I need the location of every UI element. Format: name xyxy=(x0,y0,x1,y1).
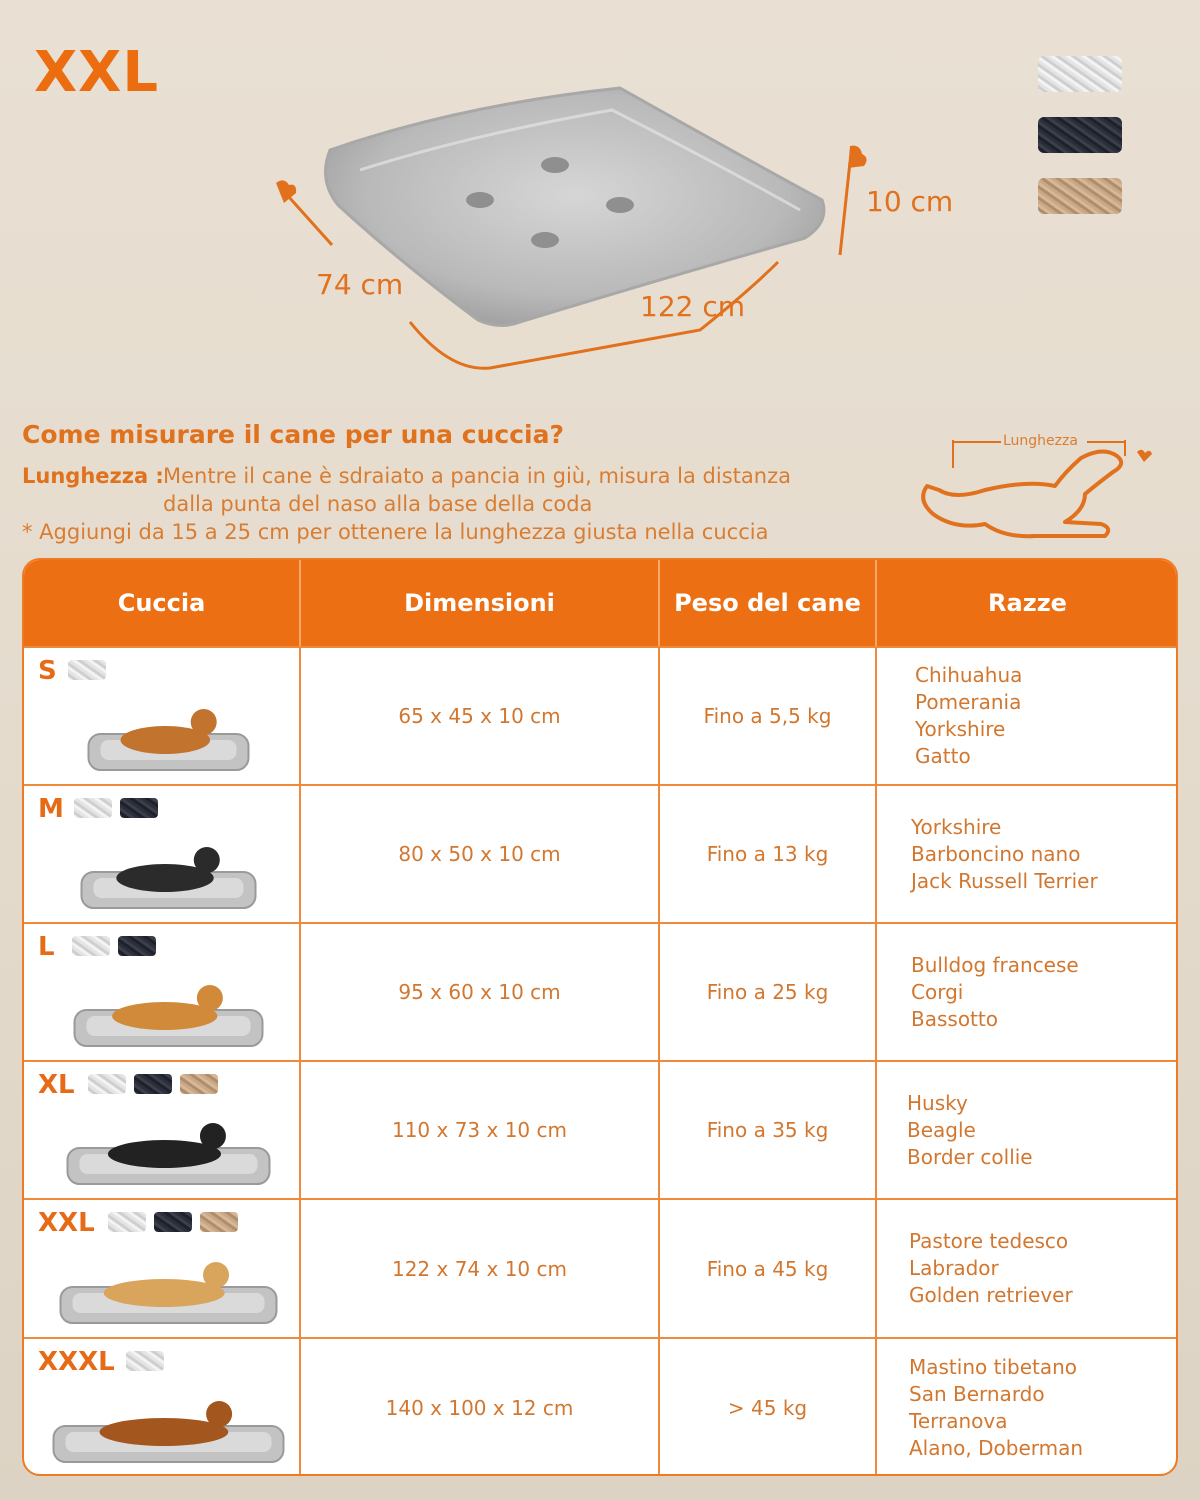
length-label: 122 cm xyxy=(640,290,746,323)
height-label: 10 cm xyxy=(866,185,954,218)
swatch-tan-icon[interactable] xyxy=(200,1212,238,1232)
dog-body xyxy=(99,1418,228,1446)
row-color-swatches xyxy=(88,1074,218,1094)
cell-breeds xyxy=(877,648,1178,784)
header-peso: Peso del cane xyxy=(660,560,877,646)
cell-breeds xyxy=(877,1339,1178,1476)
swatch-grey-icon[interactable] xyxy=(74,798,112,818)
dog-head xyxy=(200,1123,226,1149)
table-row xyxy=(24,1198,1176,1337)
dog-bed-photo xyxy=(24,1376,301,1476)
row-color-swatches xyxy=(68,660,106,680)
breed-name: Yorkshire xyxy=(911,814,1002,839)
breed-name: Terranova xyxy=(909,1408,1008,1433)
cell-bed xyxy=(24,786,301,922)
swatch-grey-icon[interactable] xyxy=(72,936,110,956)
breed-list xyxy=(915,662,1022,770)
breed-name: Gatto xyxy=(915,744,971,768)
width-label: 74 cm xyxy=(316,268,404,301)
swatch-navy-icon[interactable] xyxy=(120,798,158,818)
swatch-grey-icon[interactable] xyxy=(108,1212,146,1232)
breed-name: Border collie xyxy=(907,1144,1033,1169)
cell-breeds xyxy=(877,786,1178,922)
breed-list xyxy=(911,952,1079,1033)
diagram-length-label: Lunghezza xyxy=(1003,433,1078,449)
dog-bed-photo xyxy=(24,822,301,922)
row-color-swatches xyxy=(74,798,158,818)
table-row xyxy=(24,1337,1176,1476)
breed-name: Labrador xyxy=(909,1256,999,1280)
size-code: S xyxy=(38,656,57,686)
cell-weight: Fino a 5,5 kg xyxy=(660,648,877,784)
table-row xyxy=(24,784,1176,922)
table-row xyxy=(24,646,1176,784)
size-code: XL xyxy=(38,1070,75,1100)
cell-dimensions: 122 x 74 x 10 cm xyxy=(301,1200,660,1337)
cell-weight: > 45 kg xyxy=(660,1339,877,1476)
row-color-swatches xyxy=(108,1212,238,1232)
cell-bed xyxy=(24,1200,301,1337)
table-row xyxy=(24,1060,1176,1198)
cell-weight: Fino a 13 kg xyxy=(660,786,877,922)
cell-dimensions: 65 x 45 x 10 cm xyxy=(301,648,660,784)
dog-bed-photo xyxy=(24,684,301,784)
breed-name: Chihuahua xyxy=(915,663,1023,687)
length-key: Lunghezza : xyxy=(22,464,164,488)
color-swatch-navy[interactable] xyxy=(1038,117,1122,153)
breed-list xyxy=(907,1090,1033,1171)
hero-bed-illustration xyxy=(0,0,1200,400)
header-cuccia: Cuccia xyxy=(24,560,301,646)
cell-bed xyxy=(24,924,301,1060)
dog-head xyxy=(191,709,217,735)
breed-name: Husky xyxy=(907,1090,968,1115)
cell-weight: Fino a 25 kg xyxy=(660,924,877,1060)
measure-title: Come misurare il cane per una cuccia? xyxy=(22,420,564,449)
breed-name: Mastino tibetano xyxy=(909,1354,1078,1379)
size-code: XXXL xyxy=(38,1347,115,1377)
row-color-swatches xyxy=(72,936,156,956)
swatch-grey-icon[interactable] xyxy=(88,1074,126,1094)
swatch-navy-icon[interactable] xyxy=(118,936,156,956)
header-razze: Razze xyxy=(988,589,1067,617)
color-swatch-tan[interactable] xyxy=(1038,178,1122,214)
cell-breeds xyxy=(877,924,1178,1060)
table-header xyxy=(24,560,1176,646)
breed-name: Barboncino nano xyxy=(911,841,1081,866)
dog-bed-photo xyxy=(24,960,301,1060)
color-swatch-grey[interactable] xyxy=(1038,56,1122,92)
cell-weight: Fino a 45 kg xyxy=(660,1200,877,1337)
breed-name: Bassotto xyxy=(911,1006,998,1031)
swatch-grey-icon[interactable] xyxy=(68,660,106,680)
dog-bed-photo xyxy=(24,1098,301,1198)
cell-breeds xyxy=(877,1200,1178,1337)
dog-head xyxy=(203,1262,229,1288)
swatch-tan-icon[interactable] xyxy=(180,1074,218,1094)
breed-name: Yorkshire xyxy=(915,717,1006,741)
breed-name: Jack Russell Terrier xyxy=(911,868,1098,893)
cell-bed xyxy=(24,1339,301,1476)
breed-name: Pomerania xyxy=(915,690,1022,714)
cell-dimensions: 80 x 50 x 10 cm xyxy=(301,786,660,922)
size-code: M xyxy=(38,794,64,824)
size-code: L xyxy=(38,932,55,962)
row-color-swatches xyxy=(126,1351,164,1371)
breed-list xyxy=(909,1228,1073,1309)
table-row xyxy=(24,922,1176,1060)
cell-dimensions: 110 x 73 x 10 cm xyxy=(301,1062,660,1198)
breed-name: Corgi xyxy=(911,979,964,1004)
swatch-navy-icon[interactable] xyxy=(134,1074,172,1094)
size-table xyxy=(22,558,1178,1476)
cell-bed xyxy=(24,1062,301,1198)
breed-list xyxy=(911,814,1098,895)
measure-note: * Aggiungi da 15 a 25 cm per ottenere la lunghezza giusta nella cuccia xyxy=(22,520,769,544)
length-line-2: dalla punta del naso alla base della coda xyxy=(163,492,593,516)
size-code: XXL xyxy=(38,1208,95,1238)
cell-dimensions: 95 x 60 x 10 cm xyxy=(301,924,660,1060)
breed-name: Golden retriever xyxy=(909,1283,1073,1307)
length-line-1: Mentre il cane è sdraiato a pancia in giù, misura la distanza xyxy=(163,464,791,488)
breed-name: Beagle xyxy=(907,1117,976,1142)
header-dimensioni: Dimensioni xyxy=(301,560,660,646)
breed-name: Alano, Doberman xyxy=(909,1435,1084,1460)
dog-head xyxy=(197,985,223,1011)
cell-breeds xyxy=(877,1062,1178,1198)
dog-bed-photo xyxy=(24,1237,301,1337)
cell-bed xyxy=(24,648,301,784)
dog-head xyxy=(206,1401,232,1427)
breed-name: San Bernardo xyxy=(909,1381,1045,1406)
dog-head xyxy=(194,847,220,873)
swatch-navy-icon[interactable] xyxy=(154,1212,192,1232)
breed-list xyxy=(909,1354,1083,1462)
breed-name: Bulldog francese xyxy=(911,952,1079,977)
breed-name: Pastore tedesco xyxy=(909,1229,1069,1253)
swatch-grey-icon[interactable] xyxy=(126,1351,164,1371)
hero-size-title: XXL xyxy=(34,40,160,105)
cell-dimensions: 140 x 100 x 12 cm xyxy=(301,1339,660,1476)
cell-weight: Fino a 35 kg xyxy=(660,1062,877,1198)
